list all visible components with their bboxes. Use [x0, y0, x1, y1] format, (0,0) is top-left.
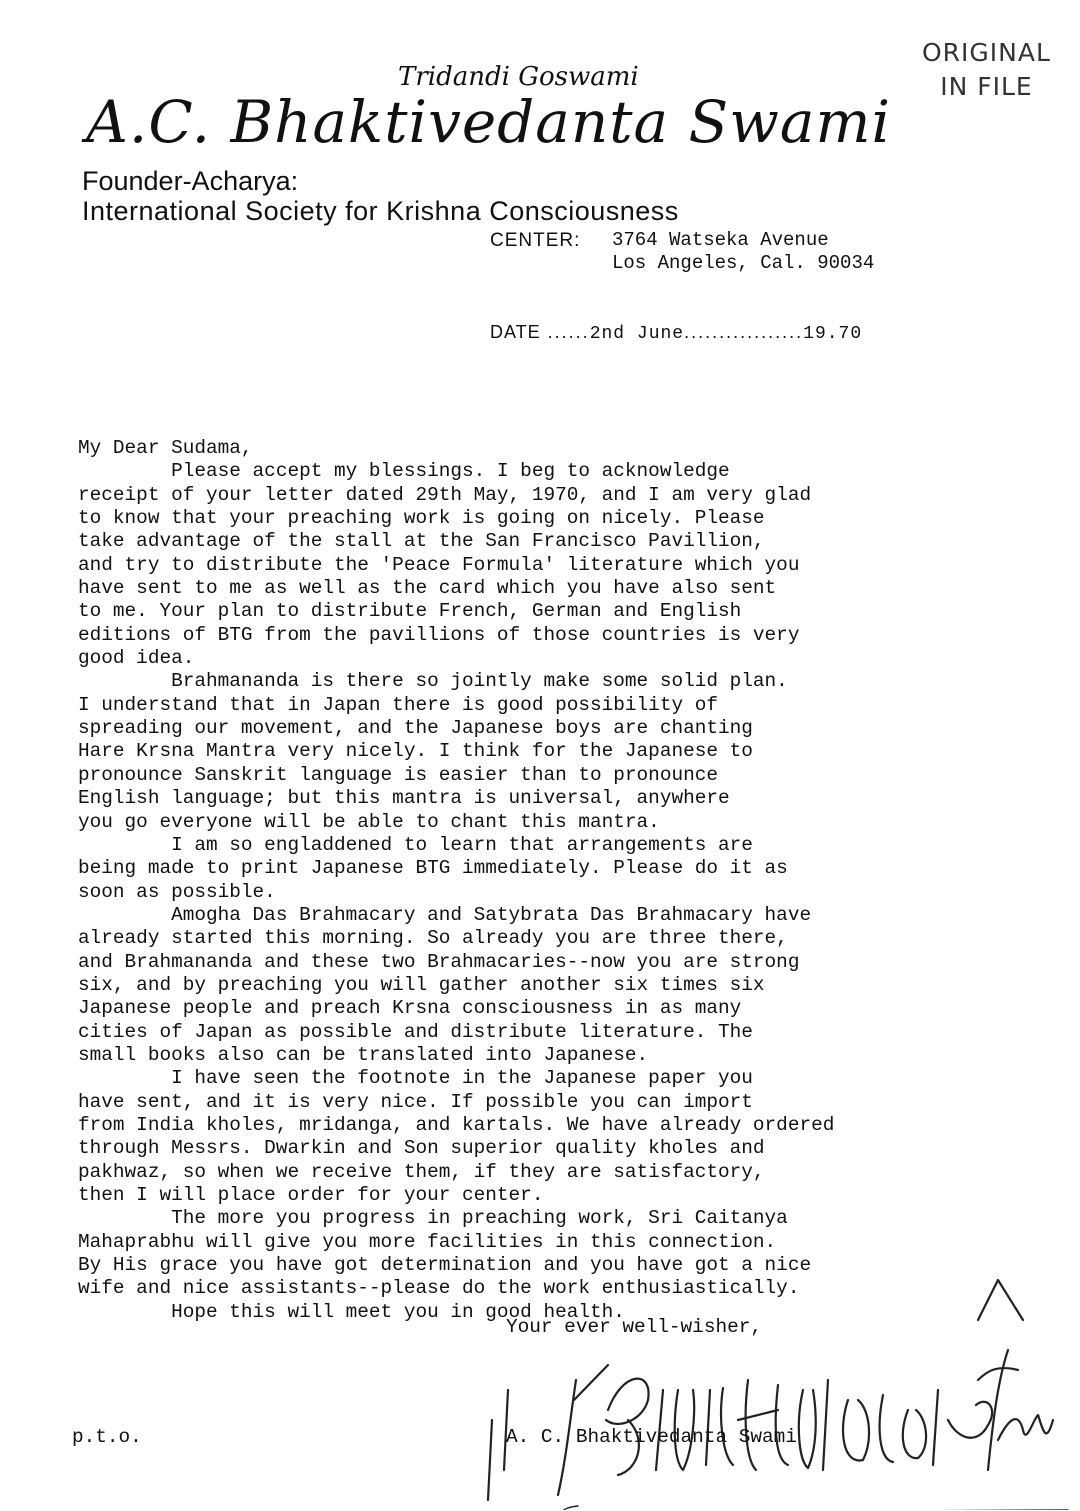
letter-line: soon as possible.	[78, 880, 276, 903]
letter-line: pakhwaz, so when we receive them, if they are satisfactory,	[78, 1160, 765, 1183]
letter-line: have sent to me as well as the card which you have also sent	[78, 577, 777, 600]
letter-line: good idea.	[78, 647, 195, 670]
letter-line: Japanese people and preach Krsna consciousness in as many	[78, 997, 742, 1020]
date-value: 2nd June	[589, 324, 685, 344]
letter-line: from India kholes, mridanga, and kartals. We have already ordered	[78, 1113, 835, 1136]
letter-line: I am so engladdened to learn that arrangements are	[78, 833, 753, 856]
date-label: DATE	[490, 322, 541, 342]
letter-line: take advantage of the stall at the San Francisco Pavillion,	[78, 530, 765, 553]
letterhead-title: Tridandi Goswami	[398, 62, 639, 92]
original-in-file-stamp	[922, 36, 1051, 104]
letter-line: English language; but this mantra is universal, anywhere	[78, 787, 730, 810]
letter-line: already started this morning. So already you are three there,	[78, 927, 788, 950]
handwritten-signature	[478, 1270, 1078, 1510]
letter-line: receipt of your letter dated 29th May, 1970, and I am very glad	[78, 483, 812, 506]
letter-line: I understand that in Japan there is good possibility of	[78, 693, 718, 716]
letter-line: Mahaprabhu will give you more facilities in this connection.	[78, 1230, 777, 1253]
letter-line: through Messrs. Dwarkin and Son superior quality kholes and	[78, 1137, 765, 1160]
closing-line: Your ever well-wisher,	[506, 1316, 762, 1338]
pto-note: p.t.o.	[72, 1426, 142, 1448]
date-line: DATE ......2nd June.................19.70	[490, 322, 863, 344]
letter-line: you go everyone will be able to chant this mantra.	[78, 810, 660, 833]
address-line-2: Los Angeles, Cal. 90034	[612, 252, 875, 274]
letterhead-society: International Society for Krishna Consciousness	[82, 196, 679, 226]
address-line-1: 3764 Watseka Avenue	[612, 229, 829, 251]
letter-line: and try to distribute the 'Peace Formula' literature which you	[78, 553, 800, 576]
letter-line: have sent, and it is very nice. If possible you can import	[78, 1090, 753, 1113]
letter-line: spreading our movement, and the Japanese boys are chanting	[78, 717, 753, 740]
letter-line: By His grace you have got determination and you have got a nice	[78, 1254, 812, 1277]
printed-signature-name: A. C. Bhaktivedanta Swami	[506, 1426, 797, 1448]
stamp-line-1: ORIGINAL	[922, 38, 1051, 67]
letter-line: cities of Japan as possible and distribute literature. The	[78, 1020, 753, 1043]
letter-line: Please accept my blessings. I beg to acknowledge	[78, 460, 730, 483]
stamp-line-2: IN FILE	[940, 72, 1033, 101]
letter-line: Amogha Das Brahmacary and Satybrata Das Brahmacary have	[78, 903, 812, 926]
letter-line: pronounce Sanskrit language is easier than to pronounce	[78, 763, 718, 786]
date-year: 19.70	[803, 324, 863, 344]
letter-line: Brahmananda is there so jointly make some solid plan.	[78, 670, 788, 693]
letter-line: The more you progress in preaching work, Sri Caitanya	[78, 1207, 788, 1230]
letter-line: I have seen the footnote in the Japanese paper you	[78, 1067, 753, 1090]
letter-line: wife and nice assistants--please do the work enthusiastically.	[78, 1277, 800, 1300]
letter-line: small books also can be translated into Japanese.	[78, 1043, 649, 1066]
letter-line: editions of BTG from the pavillions of those countries is very	[78, 623, 800, 646]
letter-line: being made to print Japanese BTG immediately. Please do it as	[78, 857, 788, 880]
letter-line: to me. Your plan to distribute French, German and English	[78, 600, 742, 623]
letter-line: six, and by preaching you will gather another six times six	[78, 973, 765, 996]
center-label: CENTER:	[490, 230, 581, 251]
letter-line: Hope this will meet you in good health.	[78, 1300, 625, 1323]
letter-line: then I will place order for your center.	[78, 1184, 544, 1206]
center-address	[612, 229, 874, 275]
letter-line: Hare Krsna Mantra very nicely. I think for the Japanese to	[78, 740, 753, 763]
letterhead-founder: Founder-Acharya:	[82, 166, 299, 196]
letter-body	[78, 437, 1078, 1324]
letter-line: My Dear Sudama,	[78, 437, 253, 459]
letterhead-name: A.C. Bhaktivedanta Swami	[86, 88, 892, 156]
letter-line: to know that your preaching work is going on nicely. Please	[78, 507, 765, 530]
letter-line: and Brahmananda and these two Brahmacaries--now you are strong	[78, 950, 800, 973]
